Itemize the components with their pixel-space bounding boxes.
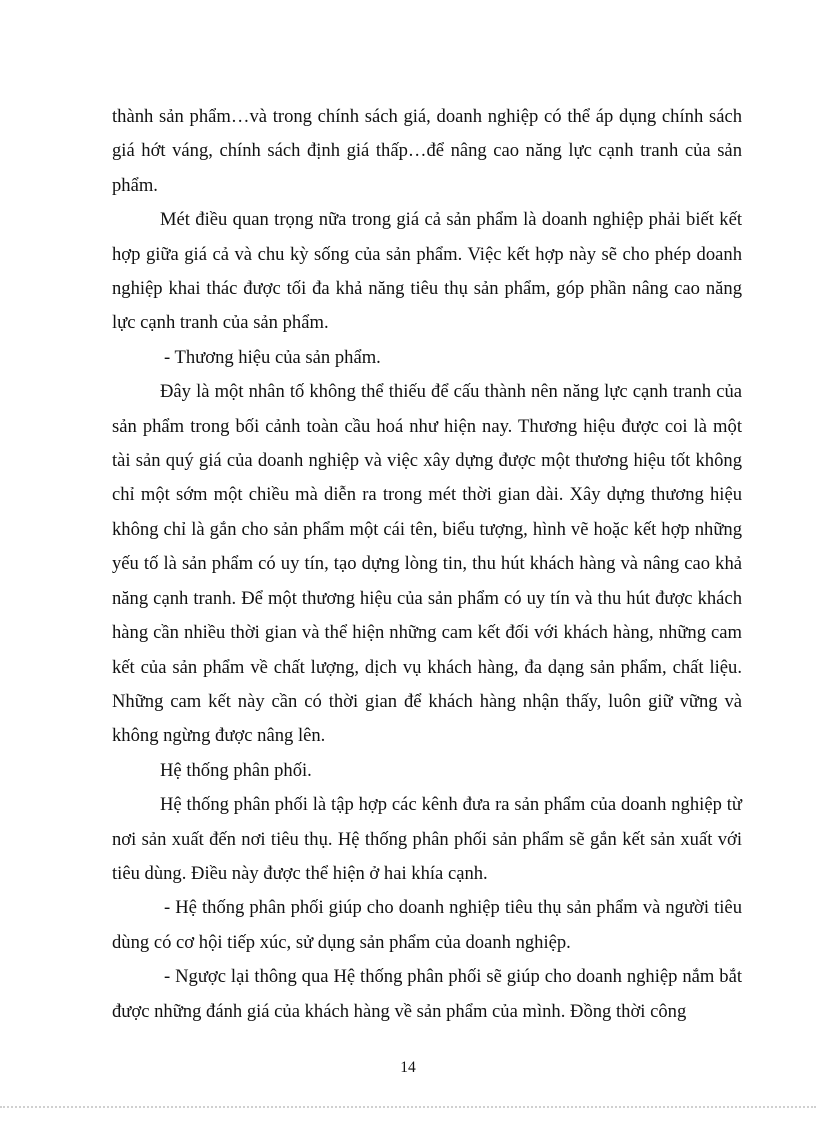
page-body — [112, 100, 742, 1029]
heading-distribution: Hệ thống phân phối. — [160, 759, 312, 781]
paragraph-brand: Đây là một nhân tố không thể thiếu để cấu thành nên năng lực cạnh tranh của sản phẩm trong bối cảnh toàn cầu hoá như hiện nay. Thương hiệu được coi là một tài sản quý giá của doanh nghiệp và việc xây dựng được một thương hiệu tốt không chỉ một sớm một chiều mà diễn ra trong mét thời gian dài. Xây dựng thương hiệu không chỉ là gắn cho sản phẩm một cái tên, biểu tượng, hình vẽ hoặc kết hợp những yếu tố là sản phẩm có uy tín, tạo dựng lòng tin, thu hút khách hàng và nâng cao khả năng cạnh tranh. Để một thương hiệu của sản phẩm có uy tín và thu hút được khách hàng cần nhiều thời gian và thể hiện những cam kết đối với khách hàng, những cam kết của sản phẩm về chất lượng, dịch vụ khách hàng, đa dạng sản phẩm, chất liệu. Những cam kết này cần có thời gian để khách hàng nhận thấy, luôn giữ vững và không ngừng được nâng lên. — [112, 381, 742, 747]
heading-brand: - Thương hiệu của sản phẩm. — [164, 346, 381, 368]
paragraph-continuation: thành sản phẩm…và trong chính sách giá, doanh nghiệp có thể áp dụng chính sách giá hớt váng, chính sách định giá thấp…để nâng cao năng lực cạnh tranh của sản phẩm. — [112, 106, 742, 196]
page-number: 14 — [400, 1059, 416, 1076]
paragraph-distribution-point-2: - Ngược lại thông qua Hệ thống phân phối sẽ giúp cho doanh nghiệp nắm bắt được những đánh giá của khách hàng về sản phẩm của mình. Đồng thời công — [112, 966, 742, 1022]
paragraph-distribution-point-1: - Hệ thống phân phối giúp cho doanh nghiệp tiêu thụ sản phẩm và người tiêu dùng có cơ hội tiếp xúc, sử dụng sản phẩm của doanh nghiệp. — [112, 897, 742, 953]
page-bottom-divider — [0, 1106, 816, 1108]
paragraph-distribution: Hệ thống phân phối là tập hợp các kênh đưa ra sản phẩm của doanh nghiệp từ nơi sản xuất đến nơi tiêu thụ. Hệ thống phân phối sản phẩm sẽ gắn kết sản xuất với tiêu dùng. Điều này được thể hiện ở hai khía cạnh. — [112, 794, 742, 884]
paragraph-price-lifecycle: Mét điều quan trọng nữa trong giá cả sản phẩm là doanh nghiệp phải biết kết hợp giữa giá cả và chu kỳ sống của sản phẩm. Việc kết hợp này sẽ cho phép doanh nghiệp khai thác được tối đa khả năng tiêu thụ sản phẩm, góp phần nâng cao năng lực cạnh tranh của sản phẩm. — [112, 209, 742, 334]
